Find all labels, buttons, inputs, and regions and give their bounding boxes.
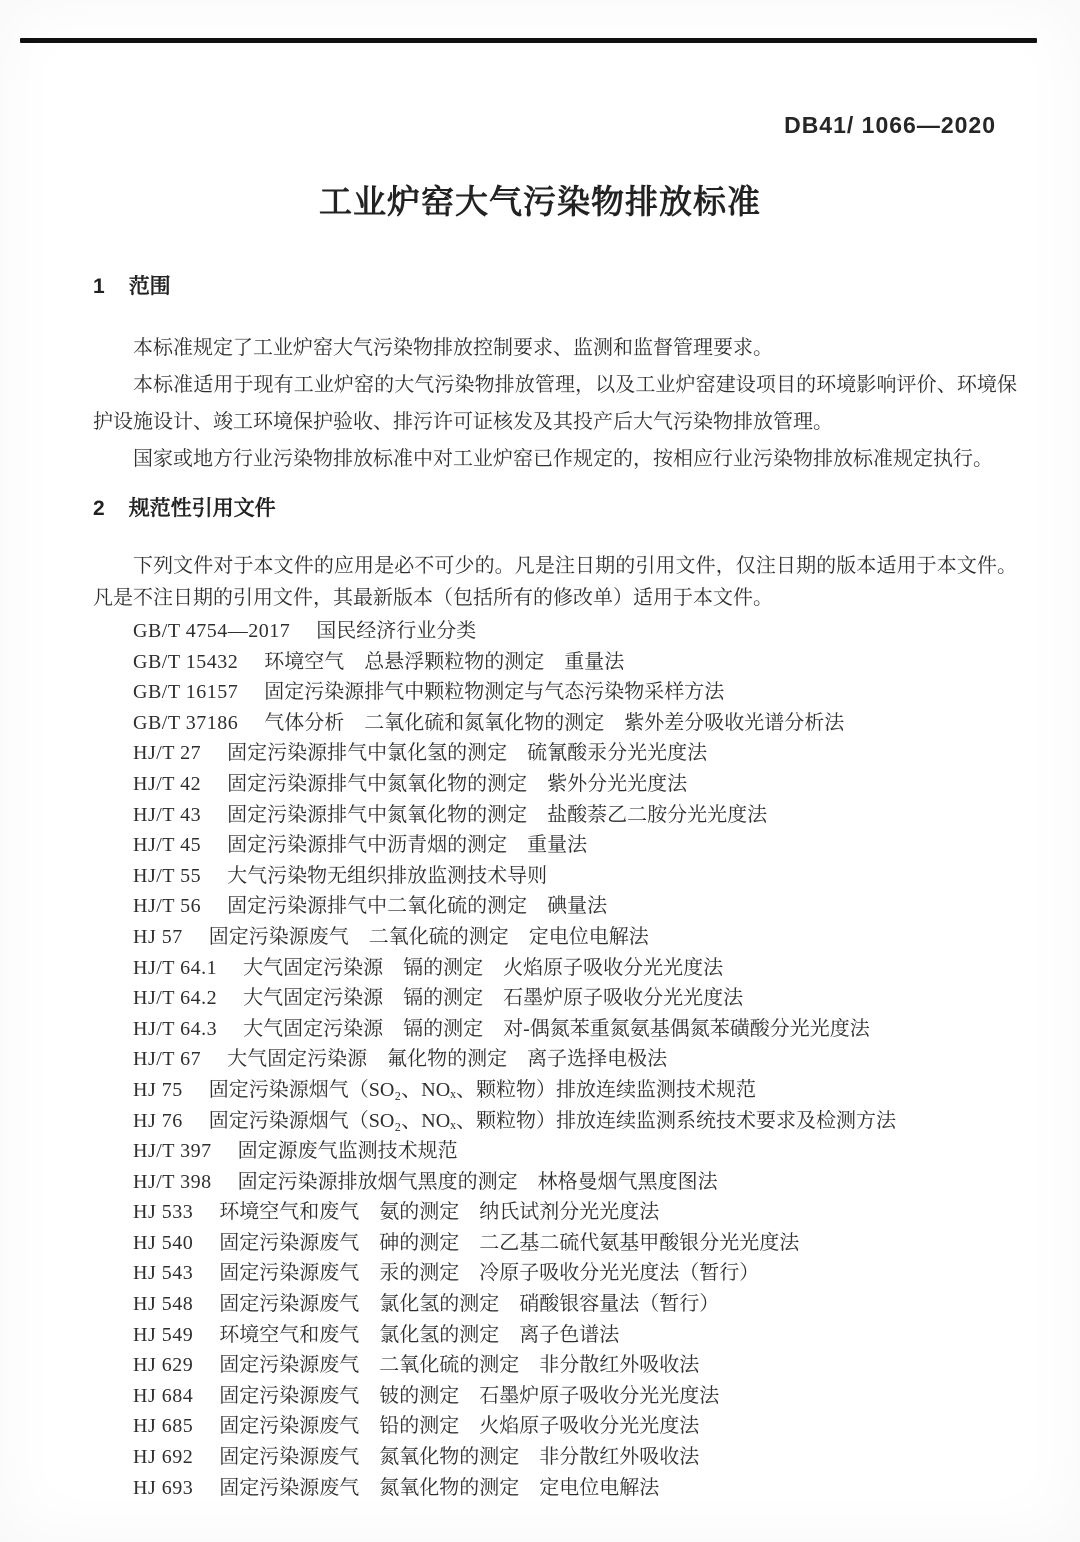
reference-code: HJ 548 [133,1293,194,1316]
reference-name: 固定污染源废气 铍的测定 石墨炉原子吸收分光光度法 [219,1384,720,1407]
reference-code: HJ/T 55 [133,864,202,887]
reference-name: 固定污染源排气中氮氧化物的测定 盐酸萘乙二胺分光光度法 [227,803,768,826]
reference-code: HJ/T 42 [133,772,202,795]
section-title: 范围 [128,275,171,298]
reference-name: 固定污染源排气中氮氧化物的测定 紫外分光光度法 [227,772,688,795]
reference-code: HJ 629 [133,1354,194,1377]
reference-name: 固定污染源废气 氮氧化物的测定 非分散红外吸收法 [219,1446,700,1469]
reference-name: 环境空气 总悬浮颗粒物的测定 重量法 [264,650,625,673]
reference-item [133,800,1017,831]
reference-code: HJ 692 [133,1446,194,1469]
reference-code: GB/T 4754—2017 [133,620,291,642]
reference-name: 固定污染源废气 铅的测定 火焰原子吸收分光光度法 [219,1415,700,1438]
reference-name: 固定污染源排气中颗粒物测定与气态污染物采样方法 [264,681,725,704]
reference-name: 环境空气和废气 氨的测定 纳氏试剂分光光度法 [219,1201,660,1224]
reference-name: 环境空气和废气 氯化氢的测定 离子色谱法 [219,1323,620,1346]
reference-name: 大气固定污染源 镉的测定 对-偶氮苯重氮氨基偶氮苯磺酸分光光度法 [243,1017,870,1040]
reference-item [133,1106,1017,1137]
reference-item [133,830,1017,861]
reference-item [133,677,1017,708]
reference-item [133,1075,1017,1106]
reference-code: HJ/T 27 [133,742,202,765]
scope-paragraph: 本标准适用于现有工业炉窑的大气污染物排放管理，以及工业炉窑建设项目的环境影响评价、环境保护设施设计、竣工环境保护验收、排污许可证核发及其投产后大气污染物排放管理。 [93,374,1017,433]
scope-paragraphs [93,330,1017,478]
reference-item [133,769,1017,800]
reference-code: GB/T 37186 [133,711,239,734]
references-intro-paragraph: 下列文件对于本文件的应用是必不可少的。凡是注日期的引用文件，仅注日期的版本适用于本文件。凡是不注日期的引用文件，其最新版本（包括所有的修改单）适用于本文件。 [93,555,1017,609]
reference-name: 固定污染源排气中沥青烟的测定 重量法 [227,834,588,857]
reference-item [133,1411,1017,1442]
reference-item [133,1350,1017,1381]
reference-item [133,1442,1017,1473]
reference-code: HJ/T 45 [133,834,202,857]
reference-code: HJ/T 397 [133,1140,212,1163]
reference-name: 大气固定污染源 氟化物的测定 离子选择电极法 [227,1048,668,1071]
reference-item [133,647,1017,678]
reference-item [133,1167,1017,1198]
reference-code: HJ 693 [133,1476,194,1499]
reference-name: 固定污染源排气中氯化氢的测定 硫氰酸汞分光光度法 [227,742,708,765]
reference-item [133,1320,1017,1351]
reference-code: HJ/T 64.1 [133,956,218,979]
reference-item [133,1381,1017,1412]
reference-code: HJ 549 [133,1323,194,1346]
reference-name: 国民经济行业分类 [316,620,477,642]
reference-name: 固定污染源废气 二氧化硫的测定 定电位电解法 [208,925,649,948]
reference-name: 固定污染源废气 氮氧化物的测定 定电位电解法 [219,1476,660,1499]
reference-name: 固定污染源废气 汞的测定 冷原子吸收分光光度法（暂行） [219,1262,760,1285]
reference-code: HJ 684 [133,1384,194,1407]
reference-item [133,891,1017,922]
scope-paragraph: 国家或地方行业污染物排放标准中对工业炉窑已作规定的，按相应行业污染物排放标准规定执行。 [133,448,993,470]
reference-code: HJ 685 [133,1415,194,1438]
reference-code: HJ/T 64.2 [133,987,218,1010]
reference-name: 大气固定污染源 镉的测定 火焰原子吸收分光光度法 [243,956,724,979]
reference-name: 气体分析 二氧化硫和氮氧化物的测定 紫外差分吸收光谱分析法 [264,711,845,734]
reference-name: 固定污染源废气 砷的测定 二乙基二硫代氨基甲酸银分光光度法 [219,1231,800,1254]
reference-item [133,1258,1017,1289]
reference-item [133,1014,1017,1045]
reference-code: HJ/T 43 [133,803,202,826]
scope-paragraph: 本标准规定了工业炉窑大气污染物排放控制要求、监测和监督管理要求。 [133,337,773,359]
reference-code: HJ 57 [133,925,183,948]
reference-name: 固定污染源烟气（SO₂、NOₓ、颗粒物）排放连续监测技术规范 [208,1078,756,1101]
document-body [93,272,1017,1503]
reference-item [133,738,1017,769]
reference-code: HJ 543 [133,1262,194,1285]
document-number: DB41/ 1066—2020 [784,112,996,138]
reference-item [133,708,1017,739]
reference-name: 大气污染物无组织排放监测技术导则 [227,864,548,887]
section-number: 2 [93,497,105,520]
reference-code: GB/T 16157 [133,681,239,704]
reference-name: 固定污染源废气 氯化氢的测定 硝酸银容量法（暂行） [219,1293,720,1316]
reference-item [133,922,1017,953]
reference-name: 固定污染源排气中二氧化硫的测定 碘量法 [227,895,608,918]
reference-name: 固定污染源废气 二氧化硫的测定 非分散红外吸收法 [219,1354,700,1377]
reference-item [133,1473,1017,1504]
reference-item [133,861,1017,892]
reference-item [133,1228,1017,1259]
reference-code: HJ 76 [133,1109,183,1132]
reference-item [133,1289,1017,1320]
reference-item [133,616,1017,647]
reference-code: GB/T 15432 [133,650,239,673]
reference-item [133,1197,1017,1228]
section-heading-references [93,494,1017,524]
section-heading-scope [93,272,1017,302]
reference-list [93,616,1017,1503]
header-rule [20,38,1037,43]
section-number: 1 [93,275,105,298]
reference-name: 固定污染源烟气（SO₂、NOₓ、颗粒物）排放连续监测系统技术要求及检测方法 [208,1109,896,1132]
reference-code: HJ 533 [133,1201,194,1224]
reference-name: 固定污染源排放烟气黑度的测定 林格曼烟气黑度图法 [237,1170,718,1193]
reference-item [133,1136,1017,1167]
section-title: 规范性引用文件 [128,497,276,520]
reference-code: HJ 75 [133,1078,183,1101]
reference-item [133,983,1017,1014]
reference-code: HJ/T 64.3 [133,1017,218,1040]
document-title: 工业炉窑大气污染物排放标准 [319,183,761,220]
reference-item [133,1044,1017,1075]
reference-code: HJ/T 398 [133,1170,212,1193]
reference-code: HJ/T 56 [133,895,202,918]
reference-code: HJ/T 67 [133,1048,202,1071]
reference-item [133,953,1017,984]
reference-code: HJ 540 [133,1231,194,1254]
reference-name: 固定源废气监测技术规范 [237,1140,458,1163]
reference-name: 大气固定污染源 镉的测定 石墨炉原子吸收分光光度法 [243,987,744,1010]
